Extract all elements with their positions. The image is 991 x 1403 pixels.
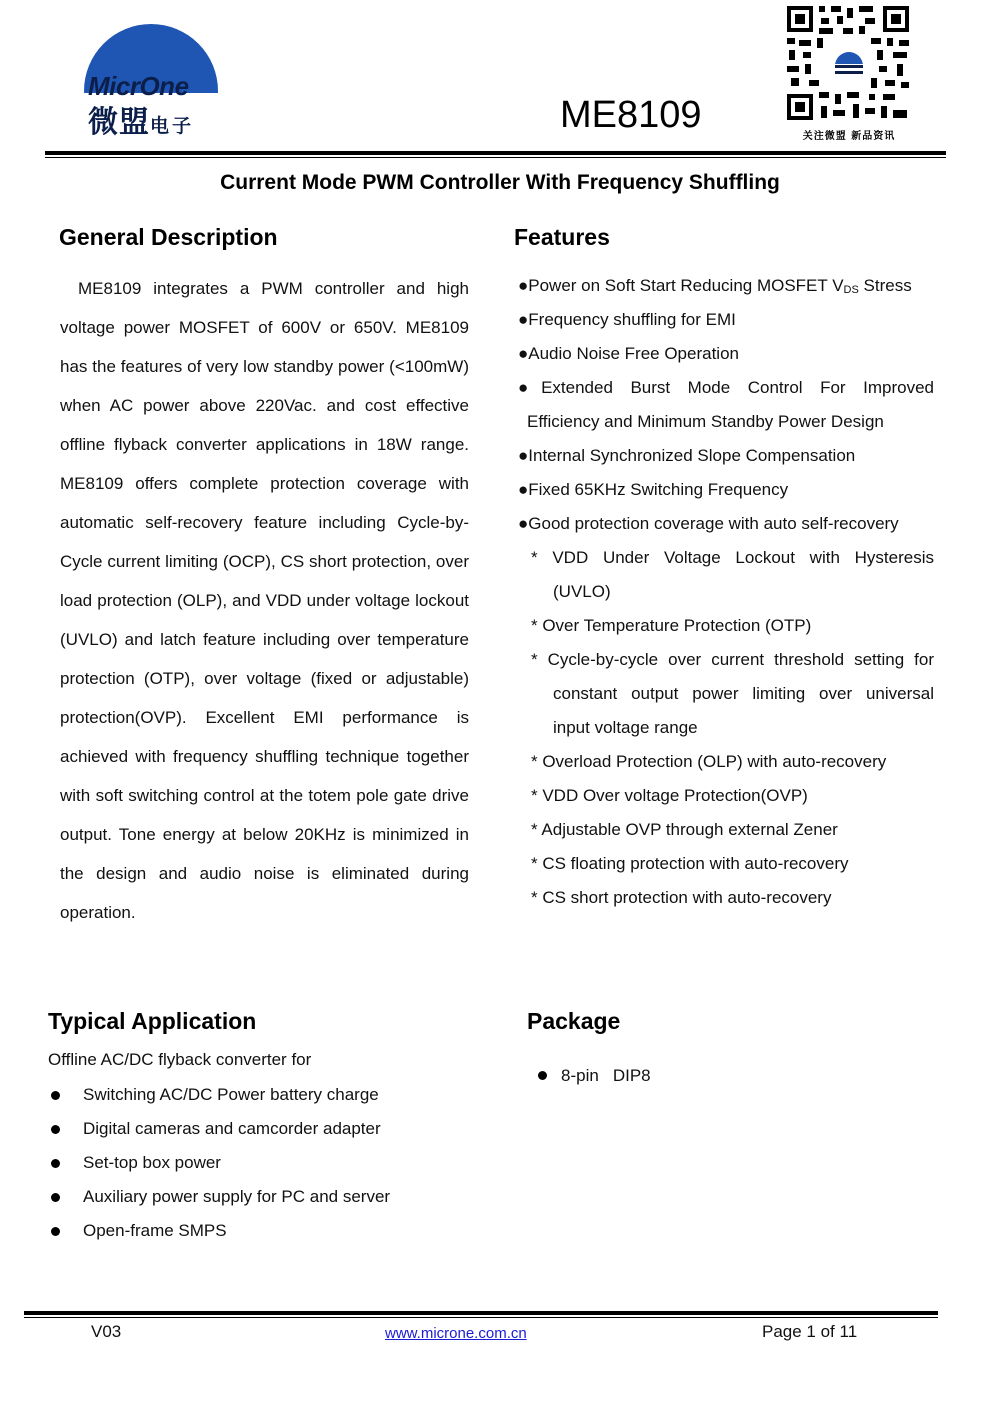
feature-item	[518, 269, 934, 303]
feature-item	[518, 371, 934, 439]
package-heading: Package	[527, 1008, 621, 1034]
typical-application-heading: Typical Application	[48, 1008, 257, 1034]
header-rule	[45, 151, 946, 155]
sub-feature-item: * Overload Protection (OLP) with auto-recovery	[531, 752, 887, 771]
sub-feature-item: * CS short protection with auto-recovery	[531, 888, 832, 907]
sub-feature-text: * VDD Under Voltage Lockout with Hysteresis	[531, 548, 934, 567]
feature-item: ●Frequency shuffling for EMI	[518, 310, 736, 329]
header-rule-thin	[45, 157, 946, 158]
list-item	[48, 1078, 390, 1112]
document-title: Current Mode PWM Controller With Frequency Shuffling	[220, 171, 780, 194]
sub-feature-item: * CS floating protection with auto-recovery	[531, 854, 849, 873]
feature-item: ●Good protection coverage with auto self-recovery	[518, 514, 899, 533]
footer-rule	[24, 1311, 938, 1315]
list-item	[48, 1180, 390, 1214]
bullet-icon	[51, 1227, 60, 1236]
general-description-body: ME8109 integrates a PWM controller and high voltage power MOSFET of 600V or 650V. ME8109 has the features of very low standby power (<100mW) when AC power above 220Vac. and cost effective offline flyback converter applications in 18W range. ME8109 offers complete protection coverage with automatic self-recovery feature including Cycle-by-Cycle current limiting (OCP), CS short protection, over load protection (OLP), and VDD under voltage lockout (UVLO) and latch feature including over temperature protection (OTP), over voltage (fixed or adjustable) protection(OVP). Excellent EMI performance is achieved with frequency shuffling technique together with soft switching control at the totem pole gate drive output. Tone energy at below 20KHz is minimized in the design and audio noise is eliminated during operation.	[60, 279, 469, 922]
sub-feature-text: * Cycle-by-cycle over current threshold setting for	[531, 650, 934, 669]
footer-rule-thin	[24, 1317, 938, 1318]
sub-feature-text-continued: input voltage range	[553, 718, 698, 737]
list-item-text: Open-frame SMPS	[83, 1221, 227, 1240]
bullet-icon	[51, 1125, 60, 1134]
bullet-icon	[51, 1091, 60, 1100]
sub-feature-text-continued: constant output power limiting over universal	[553, 684, 934, 703]
feature-text: ●Extended Burst Mode Control For Improved	[518, 378, 934, 397]
logo-chinese-small: 电子	[150, 115, 195, 137]
bullet-icon	[51, 1159, 60, 1168]
sub-feature-item: * Over Temperature Protection (OTP)	[531, 616, 812, 635]
list-item-text: Digital cameras and camcorder adapter	[83, 1119, 381, 1138]
list-item-text: Switching AC/DC Power battery charge	[83, 1085, 379, 1104]
features-list	[518, 269, 934, 915]
sub-feature-item	[518, 541, 934, 609]
feature-text: ●Power on Soft Start Reducing MOSFET V	[518, 276, 844, 295]
part-number: ME8109	[560, 94, 702, 136]
sub-feature-item: * VDD Over voltage Protection(OVP)	[531, 786, 808, 805]
feature-item: ●Audio Noise Free Operation	[518, 344, 739, 363]
general-description-text	[60, 269, 469, 932]
logo-chinese-main: 微盟	[88, 105, 150, 140]
package-pins: 8-pin	[561, 1066, 599, 1085]
feature-subscript: DS	[843, 284, 859, 296]
logo-wordmark-text: MicrOne	[88, 71, 189, 101]
sub-feature-item: * Adjustable OVP through external Zener	[531, 820, 838, 839]
qr-caption: 关注微盟 新品资讯	[802, 131, 896, 142]
list-item	[48, 1214, 390, 1248]
package-item	[536, 1059, 651, 1093]
list-item-text: Set-top box power	[83, 1153, 221, 1172]
website-link[interactable]: www.microne.com.cn	[385, 1325, 527, 1342]
list-item	[48, 1146, 390, 1180]
package-type: DIP8	[612, 1066, 651, 1085]
list-item	[48, 1112, 390, 1146]
page-number: Page 1 of 11	[762, 1322, 858, 1341]
general-description-heading: General Description	[59, 224, 278, 250]
feature-text-continued: Efficiency and Minimum Standby Power Design	[527, 412, 884, 431]
qr-code-icon	[785, 4, 911, 122]
list-item-text: Auxiliary power supply for PC and server	[83, 1187, 391, 1206]
features-heading: Features	[514, 224, 610, 250]
bullet-icon	[538, 1071, 547, 1080]
sub-feature-item	[518, 643, 934, 745]
typical-application-list	[48, 1078, 390, 1248]
feature-item: ●Fixed 65KHz Switching Frequency	[518, 480, 789, 499]
sub-feature-text-continued: (UVLO)	[553, 582, 611, 601]
logo-chinese	[88, 97, 194, 141]
bullet-icon	[51, 1193, 60, 1202]
feature-text: Stress	[858, 276, 912, 295]
document-version: V03	[91, 1322, 122, 1341]
feature-item: ●Internal Synchronized Slope Compensation	[518, 446, 856, 465]
typical-application-intro: Offline AC/DC flyback converter for	[48, 1050, 312, 1069]
